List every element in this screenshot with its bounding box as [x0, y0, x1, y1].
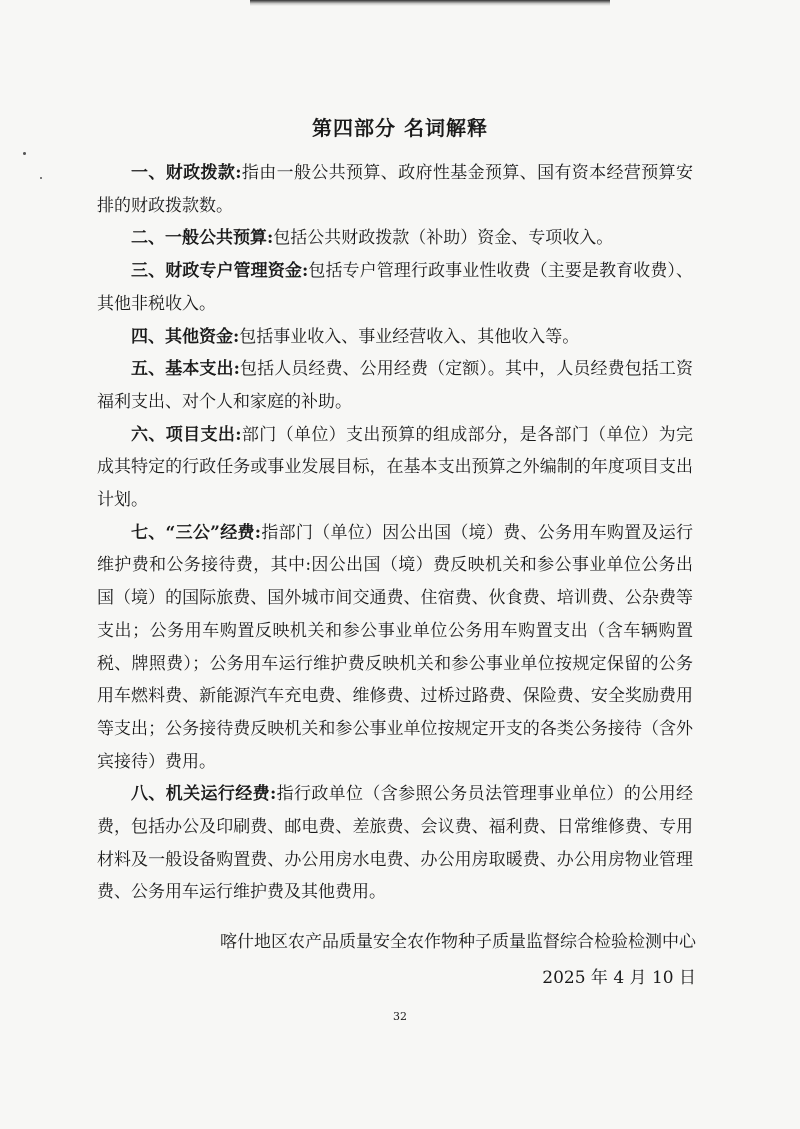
definition-term: 六、项目支出 [131, 424, 236, 445]
term-separator: : [269, 784, 277, 805]
definition-text: 包括公共财政拨款（补助）资金、专项收入。 [273, 228, 614, 249]
definition-term: 一、财政拨款 [131, 163, 236, 183]
scan-speck [40, 177, 42, 179]
definition-text: 包括事业收入、事业经营收入、其他收入等。 [239, 326, 580, 347]
definition-term: 三、财政专户管理资金 [131, 261, 302, 282]
definition-term: 四、其他资金 [131, 326, 233, 347]
definition-text: 部门（单位）支出预算的组成部分，是各部门（单位）为完成其特定的行政任务或事业发展目标，在基本支出预算之外编制的年度项目支出计划。 [97, 424, 694, 511]
definition-item-5 [97, 353, 693, 418]
definition-text: 指行政单位（含参照公务员法管理事业单位）的公用经费，包括办公及印刷费、邮电费、差旅费、会议费、福利费、日常维修费、专用材料及一般设备购置费、办公用房水电费、办公用房取暖费、办公用房物业管理费、公务用车运行维护费及其他费用。 [97, 784, 694, 903]
definition-item-3 [97, 255, 693, 320]
definition-item-7 [97, 517, 693, 779]
term-separator: : [235, 163, 242, 183]
term-separator: : [267, 228, 274, 249]
definition-item-4 [97, 321, 693, 354]
page-number: 32 [393, 1010, 407, 1023]
definition-text: 指由一般公共预算、政府性基金预算、国有资本经营预算安排的财政拨款数。 [97, 163, 694, 216]
issuing-organization: 喀什地区农产品质量安全农作物种子质量监督综合检验检测中心 [220, 932, 696, 952]
definition-term: 五、基本支出 [131, 359, 234, 380]
definition-item-8 [97, 778, 693, 909]
definition-item-2 [97, 222, 693, 255]
term-separator: : [301, 261, 309, 282]
definitions-body [97, 157, 693, 909]
definition-term: 七、“三公”经费 [131, 522, 255, 543]
page-title: 第四部分 名词解释 [312, 116, 488, 140]
definition-text: 包括人员经费、公用经费（定额）。其中，人员经费包括工资福利支出、对个人和家庭的补助。 [97, 359, 694, 412]
definition-text: 包括专户管理行政事业性收费（主要是教育收费）、其他非税收入。 [97, 261, 694, 314]
definition-item-6 [97, 419, 693, 517]
term-separator: : [233, 359, 240, 380]
term-separator: : [235, 424, 242, 445]
definition-text: 指部门（单位）因公出国（境）费、公务用车购置及运行维护费和公务接待费，其中:因公出国（境）费反映机关和参公事业单位公务出国（境）的国际旅费、国外城市间交通费、住宿费、伙食费、培训费、公杂费等支出；公务用车购置反映机关和参公事业单位公务用车购置支出（含车辆购置税、牌照费）；公务用车运行维护费反映机关和参公事业单位按规定保留的公务用车燃料费、新能源汽车充电费、维修费、过桥过路费、保险费、安全奖励费用等支出；公务接待费反映机关和参公事业单位按规定开支的各类公务接待（含外宾接待）费用。 [97, 522, 693, 772]
definition-term: 八、机关运行经费 [131, 784, 270, 805]
definition-term: 二、一般公共预算 [131, 228, 267, 249]
issue-date: 2025 年 4 月 10 日 [542, 968, 696, 988]
term-separator: : [233, 326, 240, 347]
scan-speck [23, 152, 26, 155]
scan-edge-shadow [250, 0, 610, 6]
definition-item-1 [97, 157, 693, 222]
term-separator: : [254, 522, 262, 543]
